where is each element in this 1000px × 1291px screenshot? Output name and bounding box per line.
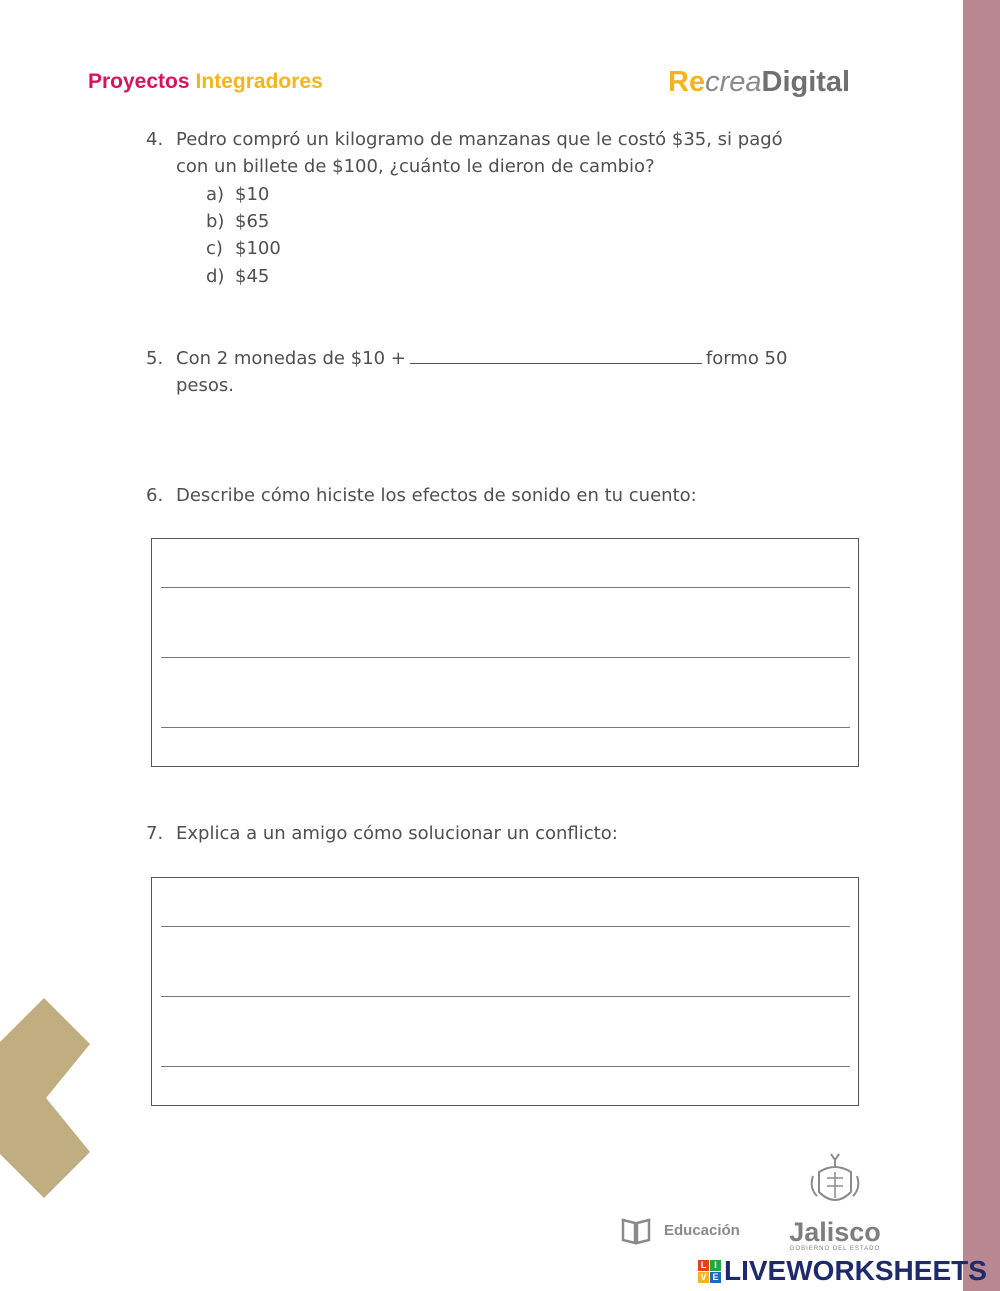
jalisco-logo	[783, 1152, 887, 1252]
question-text-line2: con un billete de $100, ¿cuánto le dieron de cambio?	[176, 156, 655, 177]
writing-line	[161, 587, 850, 588]
answer-blank[interactable]	[410, 345, 702, 364]
question-4	[146, 126, 783, 180]
question-5	[146, 345, 787, 399]
answer-box-7[interactable]	[151, 877, 859, 1106]
coat-of-arms-icon	[807, 1152, 863, 1214]
answer-box-6[interactable]	[151, 538, 859, 767]
recrea-digital-logo: RecreaDigital	[668, 66, 851, 98]
header-title	[88, 70, 323, 94]
question-text-line1: Pedro compró un kilogramo de manzanas que le costó $35, si pagó	[176, 129, 783, 150]
question-6	[146, 482, 697, 509]
book-icon	[620, 1214, 652, 1246]
question-text: Describe cómo hiciste los efectos de sonido en tu cuento:	[176, 485, 697, 506]
liveworksheets-text: LIVEWORKSHEETS	[724, 1255, 987, 1286]
question-number: 7.	[146, 823, 164, 844]
question-text-after: formo 50	[705, 348, 788, 369]
jalisco-sub: GOBIERNO DEL ESTADO	[789, 1246, 881, 1252]
question-text-before: Con 2 monedas de $10 +	[176, 348, 406, 369]
side-bar	[963, 0, 1000, 1291]
option-b[interactable]: b) $65	[206, 211, 270, 232]
writing-line	[161, 1066, 850, 1067]
option-a[interactable]: a) $10	[206, 184, 270, 205]
header-title-word1: Proyectos	[88, 70, 190, 93]
question-number: 6.	[146, 485, 164, 506]
liveworksheets-logo	[698, 1255, 987, 1287]
educacion-label: Educación	[664, 1221, 740, 1239]
educacion-logo	[620, 1214, 740, 1246]
chevron-decoration	[0, 998, 95, 1198]
writing-line	[161, 996, 850, 997]
question-number: 4.	[146, 129, 164, 150]
writing-line	[161, 727, 850, 728]
question-number: 5.	[146, 348, 164, 369]
option-c[interactable]: c) $100	[206, 238, 281, 259]
jalisco-name: Jalisco	[789, 1217, 881, 1247]
writing-line	[161, 657, 850, 658]
live-grid-icon: L I V E	[698, 1260, 721, 1283]
question-text-line2: pesos.	[176, 375, 234, 396]
writing-line	[161, 926, 850, 927]
question-7	[146, 820, 618, 847]
question-text: Explica a un amigo cómo solucionar un conflicto:	[176, 823, 618, 844]
header-title-word2: Integradores	[195, 70, 323, 93]
option-d[interactable]: d) $45	[206, 266, 270, 287]
